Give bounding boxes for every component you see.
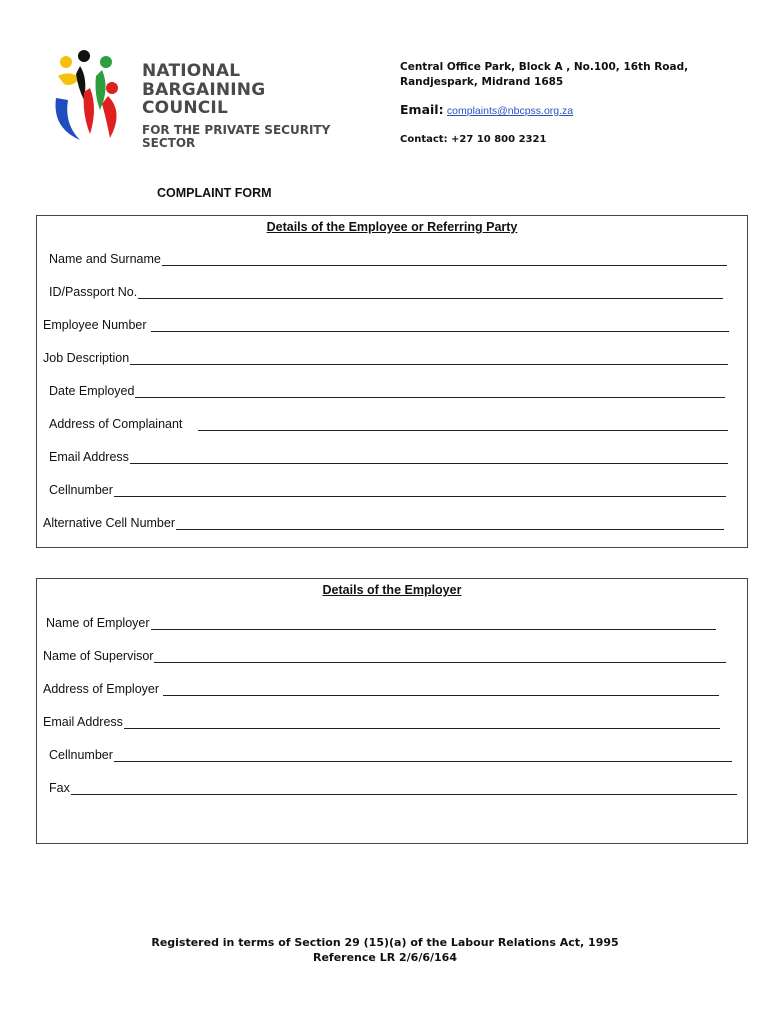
field-employer-fax[interactable] bbox=[49, 781, 737, 795]
field-supervisor-name[interactable] bbox=[43, 649, 726, 663]
org-name-line1: NATIONAL BARGAINING bbox=[142, 61, 266, 100]
email-row bbox=[400, 102, 573, 117]
field-name-surname[interactable] bbox=[49, 252, 727, 266]
employee-section-heading: Details of the Employee or Referring Party bbox=[266, 220, 518, 234]
field-label: Cellnumber bbox=[49, 483, 113, 497]
field-label: Job Description bbox=[43, 351, 130, 365]
field-label: Name of Supervisor bbox=[43, 649, 154, 663]
email-label: Email: bbox=[400, 102, 444, 117]
field-label: Employee Number bbox=[43, 318, 147, 332]
field-label: Name and Surname bbox=[49, 252, 161, 266]
council-logo-figures-icon bbox=[50, 48, 130, 148]
field-line[interactable] bbox=[135, 385, 725, 398]
field-alternative-cell[interactable] bbox=[43, 516, 724, 530]
org-name bbox=[142, 62, 360, 150]
field-email-address[interactable] bbox=[49, 450, 728, 464]
field-address-complainant[interactable] bbox=[49, 417, 728, 431]
field-line[interactable] bbox=[71, 782, 737, 795]
org-name-line2: COUNCIL bbox=[142, 98, 228, 119]
org-name-line3: FOR THE PRIVATE SECURITY SECTOR bbox=[142, 123, 331, 151]
field-line[interactable] bbox=[162, 253, 727, 266]
field-line[interactable] bbox=[114, 749, 732, 762]
field-employer-email[interactable] bbox=[43, 715, 720, 729]
contact-number: Contact: +27 10 800 2321 bbox=[400, 134, 547, 145]
field-line[interactable] bbox=[130, 451, 728, 464]
field-line[interactable] bbox=[176, 517, 724, 530]
office-address bbox=[400, 60, 688, 90]
field-line[interactable] bbox=[163, 683, 719, 696]
footer-line2: Reference LR 2/6/6/164 bbox=[313, 950, 457, 964]
field-label: Address of Complainant bbox=[49, 417, 183, 431]
footer-line1: Registered in terms of Section 29 (15)(a) of the Labour Relations Act, 1995 bbox=[151, 936, 619, 949]
field-label: Email Address bbox=[49, 450, 129, 464]
employer-details-section bbox=[36, 578, 748, 844]
field-line[interactable] bbox=[124, 716, 720, 729]
field-label: Fax bbox=[49, 781, 70, 795]
field-job-description[interactable] bbox=[43, 351, 728, 365]
field-line[interactable] bbox=[138, 286, 723, 299]
field-employer-name[interactable] bbox=[46, 616, 716, 630]
field-id-passport[interactable] bbox=[49, 285, 723, 299]
council-logo bbox=[50, 48, 360, 151]
field-line[interactable] bbox=[151, 319, 729, 332]
field-date-employed[interactable] bbox=[49, 384, 725, 398]
field-line[interactable] bbox=[198, 418, 728, 431]
employee-details-section bbox=[36, 215, 748, 548]
field-label: Address of Employer bbox=[43, 682, 160, 696]
field-label: Email Address bbox=[43, 715, 123, 729]
field-cellnumber[interactable] bbox=[49, 483, 726, 497]
form-title: COMPLAINT FORM bbox=[157, 186, 272, 200]
field-employee-number[interactable] bbox=[43, 318, 729, 332]
field-label: Cellnumber bbox=[49, 748, 113, 762]
field-label: Alternative Cell Number bbox=[43, 516, 175, 530]
field-label: Date Employed bbox=[49, 384, 135, 398]
field-line[interactable] bbox=[130, 352, 728, 365]
field-line[interactable] bbox=[151, 617, 716, 630]
field-line[interactable] bbox=[154, 650, 726, 663]
field-label: Name of Employer bbox=[46, 616, 150, 630]
registration-footer bbox=[0, 936, 770, 966]
address-line2: Randjespark, Midrand 1685 bbox=[400, 76, 564, 89]
employer-section-heading: Details of the Employer bbox=[322, 583, 462, 597]
address-line1: Central Office Park, Block A , No.100, 16th Road, bbox=[400, 61, 689, 73]
field-employer-cellnumber[interactable] bbox=[49, 748, 732, 762]
field-employer-address[interactable] bbox=[43, 682, 719, 696]
field-line[interactable] bbox=[114, 484, 726, 497]
field-label: ID/Passport No. bbox=[49, 285, 138, 299]
email-link[interactable]: complaints@nbcpss.org.za bbox=[446, 105, 574, 117]
